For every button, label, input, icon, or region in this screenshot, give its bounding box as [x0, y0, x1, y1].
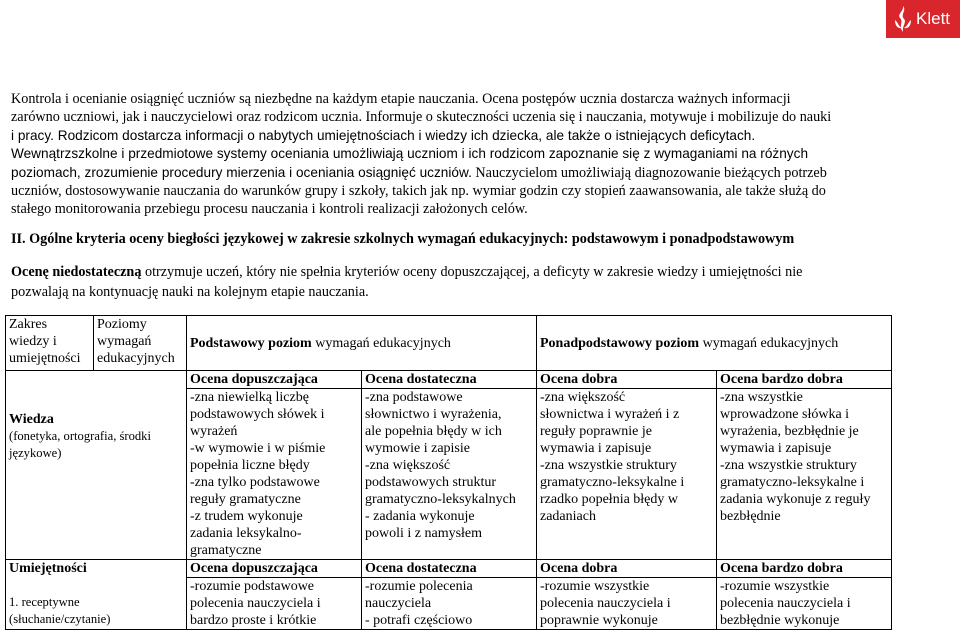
grade-header: Ocena dostateczna	[362, 560, 537, 578]
wiedza-cell-dostateczna: -zna podstawowe słownictwo i wyrażenia, ale popełnia błędy w ich wymowie i zapisie -zna większość podstawowych struktur gramatyczno-leksykalnych - zadania wykonuje powoli i z namysłem	[362, 389, 537, 560]
grade-header: Ocena bardzo dobra	[717, 560, 892, 578]
grade-paragraph: Ocenę niedostateczną otrzymuje uczeń, który nie spełnia kryteriów oceny dopuszczającej, a deficyty w zakresie wiedzy i umiejętności nie pozwalają na kontynuację nauki na kolejnym etapie nauczania.	[11, 264, 803, 300]
umiej-cell-dobra: -rozumie wszystkie polecenia nauczyciela i poprawnie wykonuje	[537, 578, 717, 630]
header-podstawowy: Podstawowy poziom wymagań edukacyjnych	[187, 316, 537, 371]
header-ponadpodstawowy: Ponadpodstawowy poziom wymagań edukacyjnych	[537, 316, 892, 371]
intro-line: uczniów, dostosowywanie nauczania do warunków grupy i szkoły, takich jak np. wymiar godzin czy stopień zaawansowania, ale także służą do	[11, 183, 826, 200]
intro-line: stałego monitorowania przebiegu procesu nauczania i kontroli realizacji założonych celów.	[11, 201, 528, 218]
grade-bold: Ocenę niedostateczną	[11, 264, 142, 280]
wiedza-label: Wiedza (fonetyka, ortografia, środki językowe)	[6, 371, 187, 560]
intro-line: i pracy. Rodzicom dostarcza informacji o nabytych umiejętnościach i wiedzy ich dziecka, ale także o istniejących deficytach.	[11, 127, 756, 143]
grade-header: Ocena dopuszczająca	[187, 560, 362, 578]
header-poziomy: Poziomy wymagań edukacyjnych	[94, 316, 187, 371]
grade-header: Ocena dobra	[537, 371, 717, 389]
logo-text: Klett	[916, 9, 951, 28]
section-heading: II. Ogólne kryteria oceny biegłości językowej w zakresie szkolnych wymagań edukacyjnych: podstawowym i ponadpodstawowym	[11, 231, 795, 247]
intro-line: poziomach, zrozumienie procedury mierzenia i oceniania osiągnięć uczniów.	[11, 164, 472, 180]
grade-header: Ocena bardzo dobra	[717, 371, 892, 389]
klett-logo	[886, 0, 960, 38]
umiej-cell-dostateczna: -rozumie polecenia nauczyciela - potrafi częściowo	[362, 578, 537, 630]
intro-line: Wewnątrzszkolne i przedmiotowe systemy oceniania umożliwiają uczniom i ich rodzicom zapoznanie się z wymaganiami na różnych	[11, 146, 809, 162]
intro-line: Nauczycielom umożliwiają diagnozowanie bieżących potrzeb	[471, 164, 827, 181]
umiej-cell-bardzo-dobra: -rozumie wszystkie polecenia nauczyciela i bezbłędnie wykonuje	[717, 578, 892, 630]
criteria-table	[5, 315, 892, 630]
wiedza-cell-dobra: -zna większość słownictwa i wyrażeń i z reguły poprawnie je wymawia i zapisuje -zna wszystkie struktury gramatyczno-leksykalne i rzadko popełnia błędy w zadaniach	[537, 389, 717, 560]
wiedza-cell-dopuszczajaca: -zna niewielką liczbę podstawowych słówek i wyrażeń -w wymowie i w piśmie popełnia liczne błędy -zna tylko podstawowe reguły gramatyczne -z trudem wykonuje zadania leksykalno- gramatyczne	[187, 389, 362, 560]
grade-header: Ocena dopuszczająca	[187, 371, 362, 389]
intro-text	[11, 90, 946, 219]
umiejetnosci-label: Umiejętności 1. receptywne (słuchanie/czytanie)	[6, 560, 187, 630]
header-zakres: Zakres wiedzy i umiejętności	[6, 316, 94, 371]
flame-icon	[892, 4, 914, 34]
umiej-cell-dopuszczajaca: -rozumie podstawowe polecenia nauczyciela i bardzo proste i krótkie	[187, 578, 362, 630]
wiedza-cell-bardzo-dobra: -zna wszystkie wprowadzone słówka i wyrażenia, bezbłędnie je wymawia i zapisuje -zna wszystkie struktury gramatyczno-leksykalne i zadania wykonuje z reguły bezbłędnie	[717, 389, 892, 560]
intro-line: zarówno uczniowi, jak i nauczycielowi oraz rodzicom ucznia. Informuje o skuteczności uczenia się i nauczania, motywuje i mobilizuje do nauki	[11, 109, 832, 126]
intro-line: Kontrola i ocenianie osiągnięć uczniów są niezbędne na każdym etapie nauczania. Ocena postępów ucznia dostarcza ważnych informacji	[11, 91, 791, 107]
grade-header: Ocena dobra	[537, 560, 717, 578]
grade-header: Ocena dostateczna	[362, 371, 537, 389]
